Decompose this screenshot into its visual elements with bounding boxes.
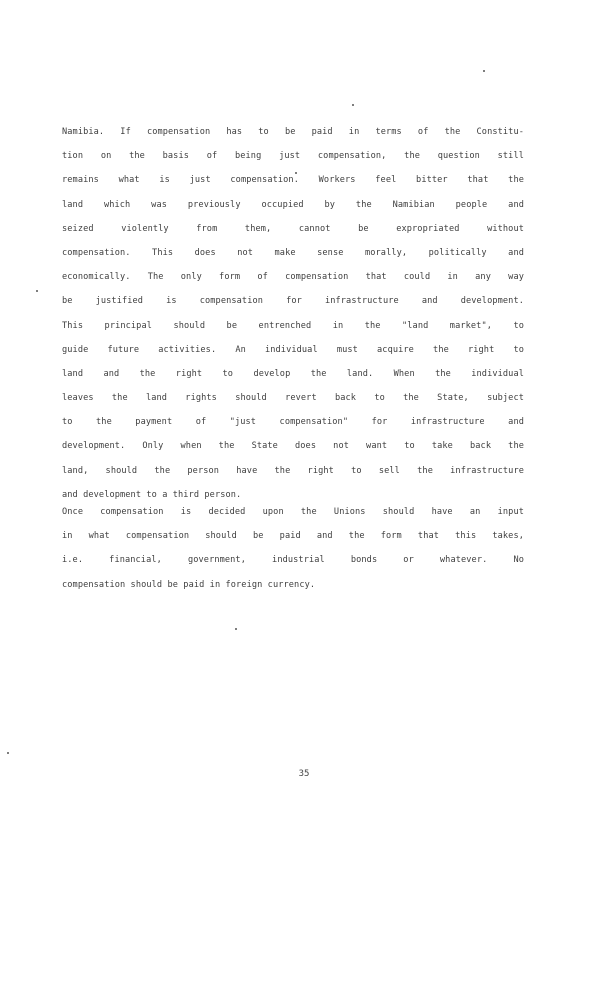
- text-line: leaves the land rights should revert back to the State, subject: [62, 393, 524, 404]
- text-line: to the payment of "just compensation" for infrastructure and: [62, 417, 524, 428]
- text-line: remains what is just compensation. Workers feel bitter that the: [62, 175, 524, 186]
- text-line: in what compensation should be paid and the form that this takes,: [62, 531, 524, 542]
- text-line: be justified is compensation for infrastructure and development.: [62, 296, 524, 307]
- text-line: compensation. This does not make sense morally, politically and: [62, 247, 524, 258]
- scan-speck: [295, 172, 297, 174]
- text-line: land and the right to develop the land. When the individual: [62, 368, 524, 379]
- text-line: development. Only when the State does not want to take back the: [62, 441, 524, 452]
- text-line: i.e. financial, government, industrial bonds or whatever. No: [62, 555, 524, 566]
- scan-speck: [483, 70, 485, 72]
- text-line: and development to a third person.: [62, 489, 242, 500]
- text-line: land, should the person have the right to sell the infrastructure: [62, 465, 524, 476]
- text-line: seized violently from them, cannot be expropriated without: [62, 223, 524, 234]
- text-line: economically. The only form of compensation that could in any way: [62, 272, 524, 283]
- scan-speck: [7, 752, 9, 754]
- paragraph-union-input: [62, 500, 524, 597]
- text-line: guide future activities. An individual must acquire the right to: [62, 344, 524, 355]
- scan-speck: [235, 628, 237, 630]
- text-line: land which was previously occupied by the Namibian people and: [62, 199, 524, 210]
- page-number: 35: [298, 769, 310, 779]
- text-line: tion on the basis of being just compensation, the question still: [62, 151, 524, 162]
- text-line: This principal should be entrenched in the "land market", to: [62, 320, 524, 331]
- text-line: compensation should be paid in foreign currency.: [62, 579, 316, 590]
- text-line: Namibia. If compensation has to be paid in terms of the Constitu-: [62, 127, 524, 137]
- text-line: Once compensation is decided upon the Unions should have an input: [62, 507, 524, 517]
- scan-speck: [36, 290, 38, 292]
- scan-speck: [352, 104, 354, 106]
- paragraph-compensation-terms: [62, 120, 524, 507]
